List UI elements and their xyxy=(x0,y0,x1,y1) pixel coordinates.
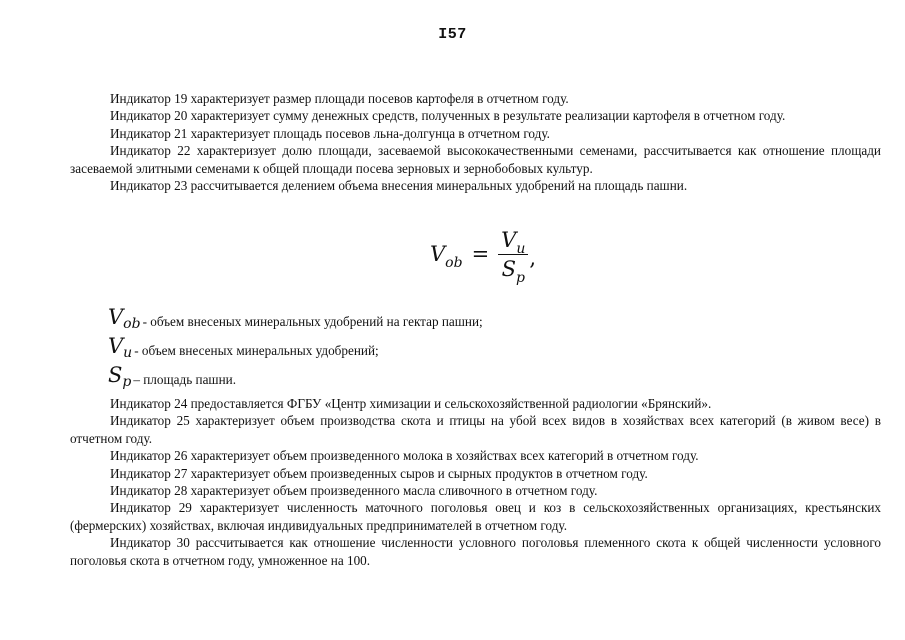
paragraph-indicator-19: Индикатор 19 характеризует размер площади посевов картофеля в отчетном году. xyxy=(110,91,569,106)
paragraph-indicator-20: Индикатор 20 характеризует сумму денежных средств, полученных в результате реализации картофеля в отчетном году. xyxy=(110,108,786,124)
definition-symbol xyxy=(108,364,131,389)
definition-symbol xyxy=(108,306,141,331)
formula-lhs-symbol: V xyxy=(430,242,446,266)
formula xyxy=(430,226,537,286)
definition-symbol xyxy=(108,335,132,360)
paragraph-indicator-28: Индикатор 28 характеризует объем произведенного масла сливочного в отчетном году. xyxy=(110,483,598,499)
page-number: I57 xyxy=(438,26,467,43)
formula-trailing-comma: , xyxy=(529,246,537,270)
text-block-bottom xyxy=(70,395,881,569)
definition-symbol-subscript: p xyxy=(122,374,132,390)
paragraph-indicator-24: Индикатор 24 предоставляется ФГБУ «Центр химизации и сельскохозяйственной радиологии «Брянский». xyxy=(110,396,712,411)
formula-denominator-subscript: p xyxy=(515,269,525,286)
paragraph-indicator-27: Индикатор 27 характеризует объем произведенных сыров и сырных продуктов в отчетном году. xyxy=(110,465,648,481)
definition-symbol-subscript: ob xyxy=(123,316,141,332)
paragraph-indicator-29: Индикатор 29 характеризует численность маточного поголовья овец и коз в сельскохозяйственных организациях, крестьянских (фермерских) хозяйствах, включая индивидуальных предпринимателей в отчетном году. xyxy=(70,500,881,533)
paragraph-indicator-26: Индикатор 26 характеризует объем произведенного молока в хозяйствах всех категорий в отчетном году. xyxy=(110,448,699,464)
definition-text: - объем внесеных минеральных удобрений на гектар пашни; xyxy=(142,314,483,329)
paragraph-indicator-23: Индикатор 23 рассчитывается делением объема внесения минеральных удобрений на площадь пашни. xyxy=(110,178,688,194)
paragraph-indicator-25: Индикатор 25 характеризует объем производства скота и птицы на убой всех видов в хозяйствах всех категорий (в живом весе) в отчетном году. xyxy=(70,413,881,446)
formula-denominator xyxy=(499,255,528,286)
formula-fraction xyxy=(498,227,528,286)
formula-numerator xyxy=(498,227,528,257)
formula-lhs-subscript: ob xyxy=(445,255,463,271)
paragraph-indicator-22: Индикатор 22 характеризует долю площади, засеваемой высококачественными семенами, рассчитывается как отношение площади засеваемой элитными семенами к общей площади посева зерновых и зернобобовых культур. xyxy=(70,143,881,176)
definition-row xyxy=(108,302,483,331)
formula-numerator-symbol: V xyxy=(501,227,517,252)
definition-text: – площадь пашни. xyxy=(133,372,236,387)
paragraph-indicator-21: Индикатор 21 характеризует площадь посевов льна-долгунца в отчетном году. xyxy=(110,125,550,141)
definition-text: - объем внесеных минеральных удобрений; xyxy=(134,343,379,358)
paragraph-indicator-30: Индикатор 30 рассчитывается как отношение численности условного поголовья племенного скота к общей численности условного поголовья скота в отчетном году, умноженное на 100. xyxy=(70,535,881,568)
definitions-list xyxy=(108,302,483,389)
text-block-top xyxy=(70,90,881,194)
definition-row xyxy=(108,331,483,360)
definition-row xyxy=(108,360,483,389)
definition-symbol-subscript: u xyxy=(123,345,133,361)
definition-symbol-letter: V xyxy=(108,334,124,358)
formula-equals: = xyxy=(471,242,490,266)
definition-symbol-letter: V xyxy=(108,305,124,329)
formula-lhs xyxy=(430,242,463,271)
definition-symbol-letter: S xyxy=(108,363,123,387)
formula-denominator-symbol: S xyxy=(501,256,516,281)
formula-numerator-subscript: u xyxy=(516,240,526,257)
